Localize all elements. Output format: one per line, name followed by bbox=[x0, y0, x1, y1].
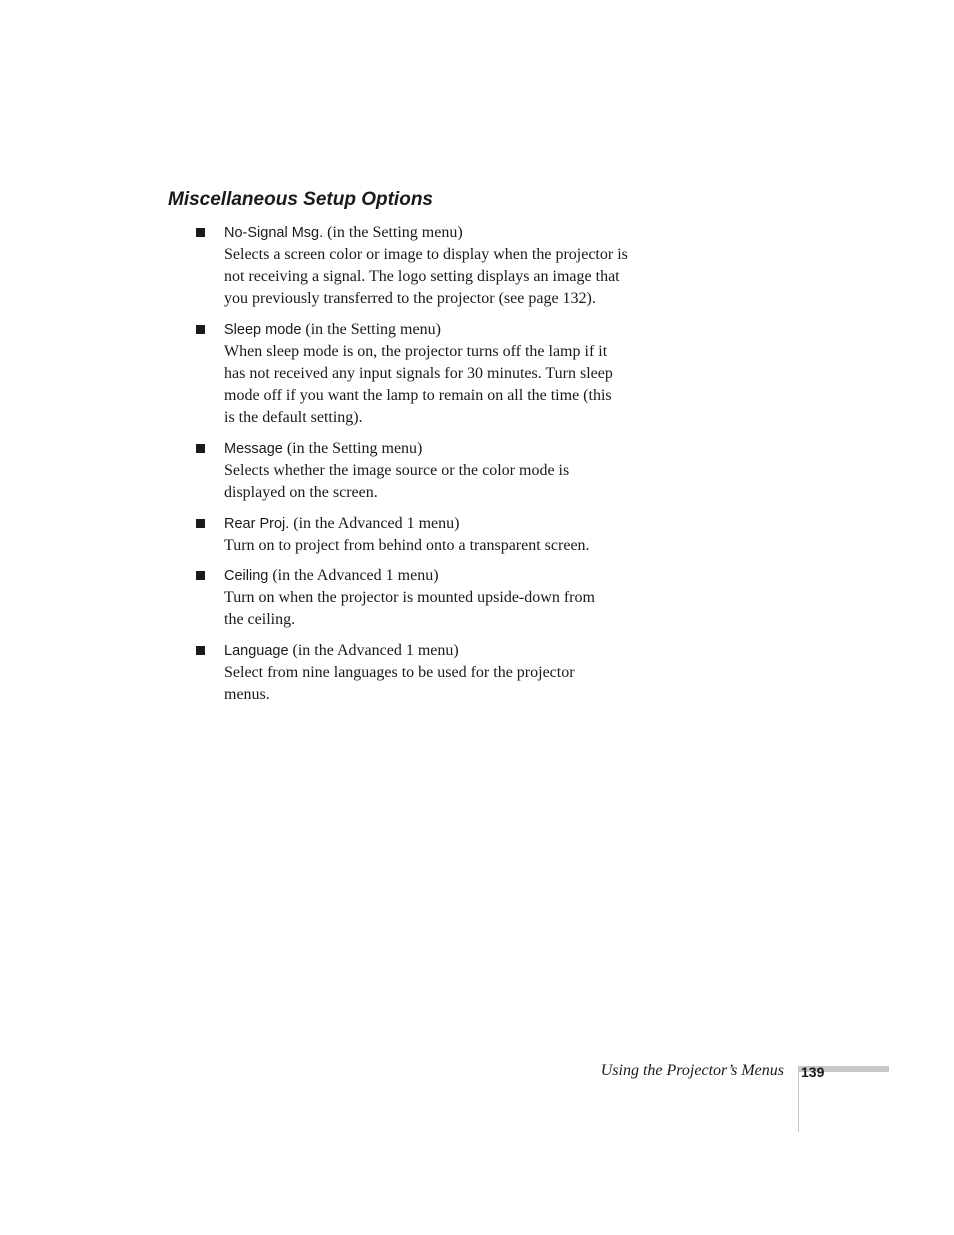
description-line: When sleep mode is on, the projector turns off the lamp if it bbox=[224, 343, 608, 360]
square-bullet-icon bbox=[196, 519, 205, 528]
list-item-head bbox=[224, 438, 636, 460]
list-item-text bbox=[224, 640, 636, 706]
description-line: Select from nine languages to be used for the projector bbox=[224, 664, 575, 681]
list-item-rear-proj bbox=[196, 513, 636, 557]
menu-location: (in the Setting menu) bbox=[286, 440, 423, 457]
description-line: menus. bbox=[224, 686, 270, 703]
list-item-text bbox=[224, 438, 636, 504]
description-line: Turn on when the projector is mounted upside-down from bbox=[224, 589, 595, 606]
list-item-head bbox=[224, 513, 636, 535]
list-item-text bbox=[224, 319, 636, 429]
list-item-no-signal-msg bbox=[196, 222, 636, 310]
description-line: not receiving a signal. The logo setting displays an image that bbox=[224, 268, 620, 285]
list-item-language bbox=[196, 640, 636, 706]
description-line: has not received any input signals for 30 minutes. Turn sleep bbox=[224, 365, 613, 382]
setting-name: Message bbox=[224, 441, 283, 457]
square-bullet-icon bbox=[196, 325, 205, 334]
setting-name: Rear Proj. bbox=[224, 516, 290, 532]
description-line: mode off if you want the lamp to remain on all the time (this bbox=[224, 387, 612, 404]
list-item-text bbox=[224, 222, 636, 310]
list-item-text bbox=[224, 513, 636, 557]
square-bullet-icon bbox=[196, 571, 205, 580]
description-line: you previously transferred to the projector (see page 132). bbox=[224, 290, 596, 307]
list-item-head bbox=[224, 640, 636, 662]
setting-name: Sleep mode bbox=[224, 322, 302, 338]
description-line: displayed on the screen. bbox=[224, 484, 378, 501]
page-number: 139 bbox=[801, 1064, 825, 1080]
square-bullet-icon bbox=[196, 228, 205, 237]
setting-name: Language bbox=[224, 643, 289, 659]
list-item-head bbox=[224, 319, 636, 341]
setting-name: Ceiling bbox=[224, 568, 269, 584]
list-item-ceiling bbox=[196, 565, 636, 631]
setting-name: No-Signal Msg. bbox=[224, 225, 324, 241]
running-footer-chapter-title: Using the Projector’s Menus bbox=[600, 1062, 784, 1079]
description-line: Selects a screen color or image to display when the projector is bbox=[224, 246, 628, 263]
section-heading: Miscellaneous Setup Options bbox=[168, 189, 433, 210]
list-item-text bbox=[224, 565, 636, 631]
menu-location: (in the Advanced 1 menu) bbox=[272, 567, 439, 584]
square-bullet-icon bbox=[196, 444, 205, 453]
menu-location: (in the Setting menu) bbox=[327, 224, 463, 241]
description-line: Turn on to project from behind onto a transparent screen. bbox=[224, 537, 590, 554]
square-bullet-icon bbox=[196, 646, 205, 655]
list-item-sleep-mode bbox=[196, 319, 636, 429]
menu-location: (in the Setting menu) bbox=[305, 321, 441, 338]
description-line: Selects whether the image source or the color mode is bbox=[224, 462, 570, 479]
description-line: the ceiling. bbox=[224, 611, 296, 628]
list-item-message bbox=[196, 438, 636, 504]
description-line: is the default setting). bbox=[224, 409, 363, 426]
list-item-head bbox=[224, 222, 636, 244]
menu-location: (in the Advanced 1 menu) bbox=[292, 642, 459, 659]
menu-location: (in the Advanced 1 menu) bbox=[293, 515, 460, 532]
footer-rule-vertical bbox=[798, 1066, 799, 1132]
list-item-head bbox=[224, 565, 636, 587]
